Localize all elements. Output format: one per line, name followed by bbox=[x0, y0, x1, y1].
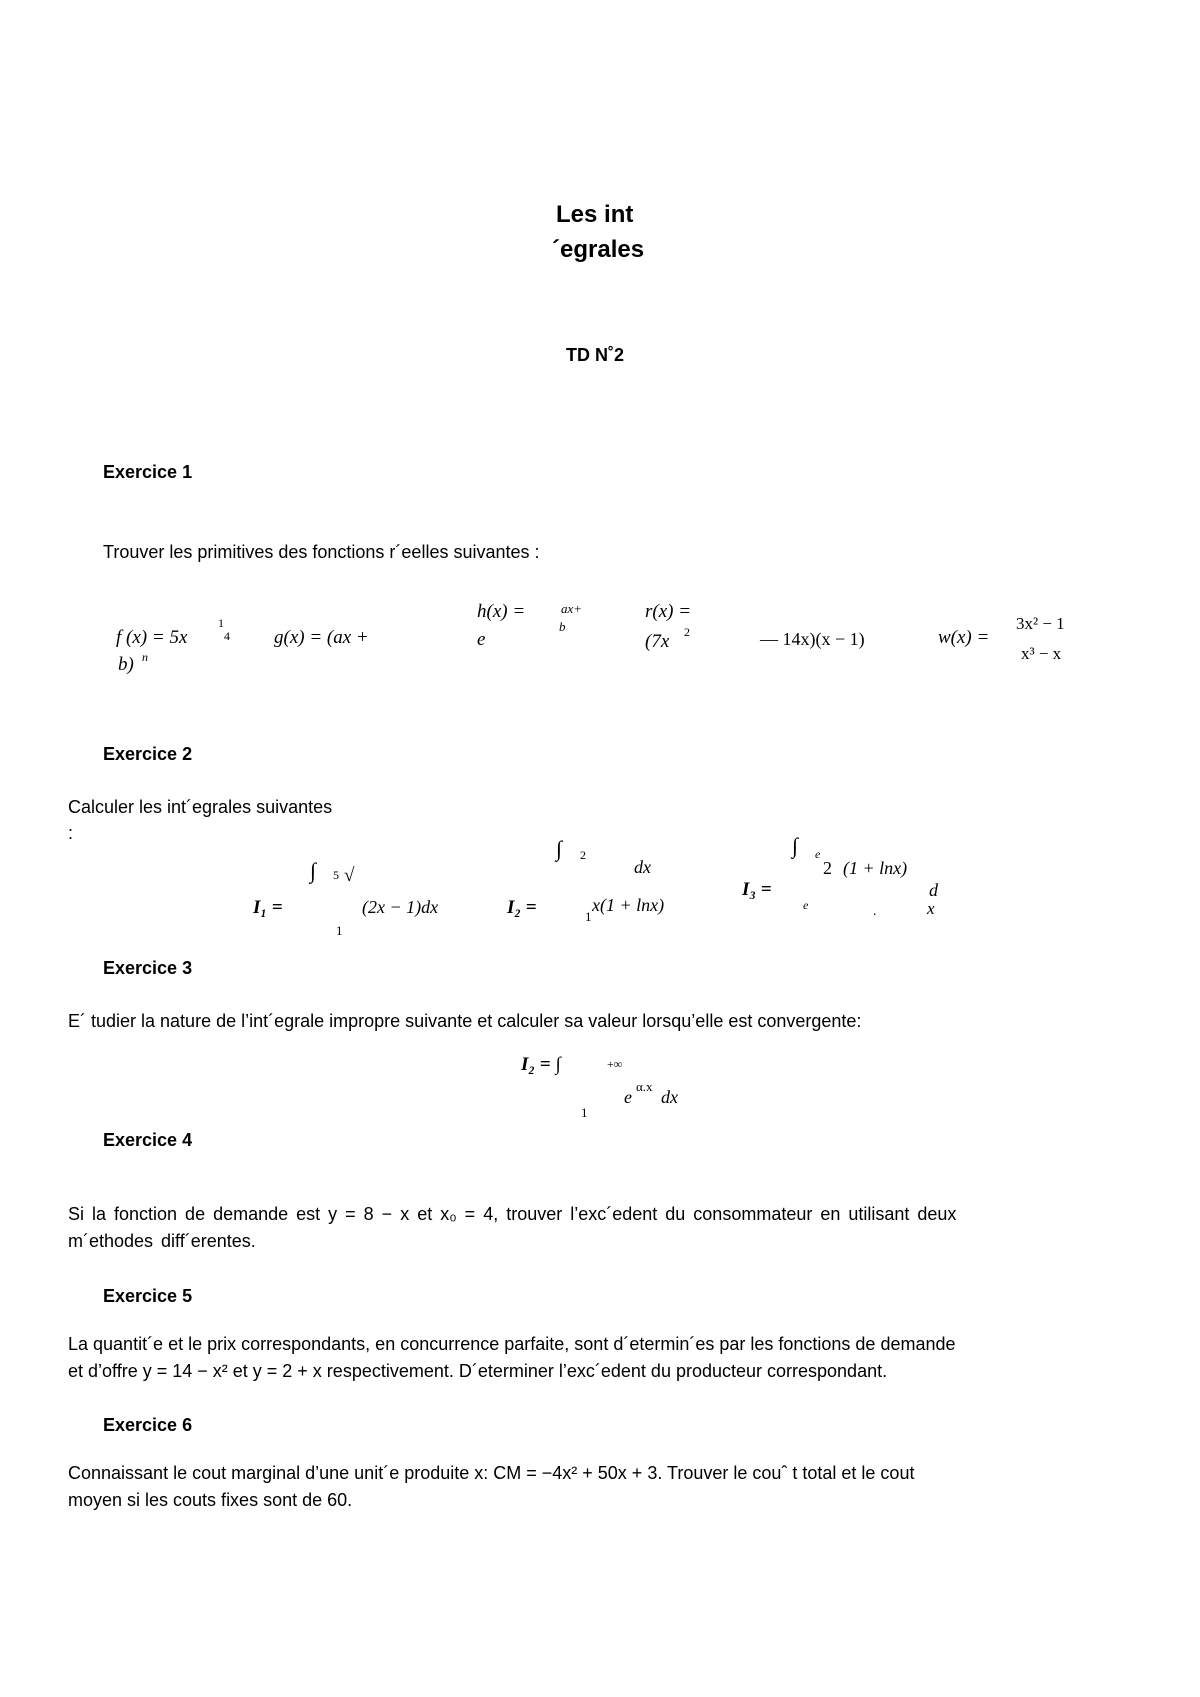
ex6-text-line1: Connaissant le cout marginal d’une unit´e produite x: CM = −4x² + 50x + 3. Trouver le couˆ t total et le cout bbox=[68, 1463, 915, 1483]
ex2-i2-lhs: I₂ = bbox=[507, 897, 537, 918]
ex2-i1-integrand: (2x − 1)dx bbox=[362, 897, 439, 917]
ex1-g-line2: b) bbox=[118, 654, 134, 675]
ex1-h-lhs: h(x) = bbox=[477, 601, 526, 622]
ex5-text bbox=[68, 1331, 1142, 1385]
ex6-heading: Exercice 6 bbox=[103, 1415, 193, 1435]
ex5-text-line1: La quantit´e et le prix correspondants, en concurrence parfaite, sont d´etermin´es par les fonctions de demande bbox=[68, 1334, 956, 1354]
ex1-heading: Exercice 1 bbox=[103, 462, 193, 482]
ex2-i3-num: (1 + lnx) bbox=[843, 858, 908, 878]
ex1-r-lhs: r(x) = bbox=[645, 601, 692, 622]
ex1-h-exp2: b bbox=[559, 619, 566, 634]
ex2-i3-integral-sign: ∫ bbox=[792, 833, 799, 858]
ex6-text-line2: moyen si les couts fixes sont de 60. bbox=[68, 1490, 353, 1510]
ex2-i2-upper: 2 bbox=[580, 848, 586, 862]
ex2-i3-dot: . bbox=[873, 904, 877, 919]
ex1-h-exp1: ax+ bbox=[561, 601, 583, 616]
ex3-lower: 1 bbox=[581, 1105, 588, 1120]
ex2-i3-lower: e bbox=[803, 898, 809, 912]
ex1-h-base: e bbox=[477, 629, 486, 650]
ex3-integrand-base: e bbox=[624, 1087, 632, 1107]
ex1-g-line1: g(x) = (ax + bbox=[274, 627, 369, 648]
ex3-heading: Exercice 3 bbox=[103, 958, 193, 978]
ex2-i1-root: √ bbox=[344, 865, 355, 886]
page-title-line2: ´egrales bbox=[552, 236, 645, 263]
ex2-i1-integral-sign: ∫ bbox=[310, 858, 317, 883]
ex2-i2-integral-sign: ∫ bbox=[556, 836, 563, 861]
ex3-upper: +∞ bbox=[607, 1057, 623, 1071]
ex1-w-den: x³ − x bbox=[1021, 644, 1062, 663]
ex4-heading: Exercice 4 bbox=[103, 1130, 193, 1150]
ex3-integrand-exp: α.x bbox=[636, 1079, 653, 1094]
ex3-instruction: E´ tudier la nature de l’int´egrale impropre suivante et calculer sa valeur lorsqu’elle est convergente: bbox=[68, 1011, 862, 1031]
ex1-r-rest: — 14x)(x − 1) bbox=[760, 629, 865, 649]
ex2-heading: Exercice 2 bbox=[103, 744, 193, 764]
ex4-text-line2: m´ethodes diff´erentes. bbox=[68, 1231, 256, 1251]
ex4-text bbox=[68, 1201, 1142, 1255]
ex2-i2-num: dx bbox=[634, 857, 651, 877]
page-title-line1: Les int bbox=[556, 201, 634, 228]
ex2-i1-lower: 1 bbox=[336, 923, 343, 938]
ex1-w-num: 3x² − 1 bbox=[1016, 614, 1065, 633]
ex3-integrand-dx: dx bbox=[661, 1087, 678, 1107]
ex2-instruction-line2: : bbox=[68, 823, 74, 843]
ex2-i2-lower: 1 bbox=[585, 909, 592, 924]
ex2-i3-lhs: I₃ = bbox=[742, 879, 772, 900]
ex1-r-sq: 2 bbox=[684, 625, 690, 639]
ex1-g-exp: n bbox=[142, 650, 148, 664]
ex3-lhs: I₂ = ∫ bbox=[521, 1054, 561, 1075]
ex1-f-exp-den: 4 bbox=[224, 629, 230, 643]
ex5-text-line2: et d’offre y = 14 − x² et y = 2 + x respectivement. D´eterminer l’exc´edent du producteur correspondant. bbox=[68, 1361, 888, 1381]
ex1-r-line2: (7x bbox=[645, 631, 670, 652]
ex2-i3-upper: e bbox=[815, 847, 821, 861]
ex2-i3-upper-exp: 2 bbox=[823, 858, 832, 878]
ex2-i1-lhs: I₁ = bbox=[253, 897, 283, 918]
ex6-text bbox=[68, 1460, 1142, 1514]
page-subtitle: TD N˚2 bbox=[566, 345, 624, 365]
ex2-i1-upper: 5 bbox=[333, 868, 339, 882]
ex1-f-lhs: f (x) = 5x bbox=[116, 627, 188, 648]
ex2-i3-d: d bbox=[929, 880, 938, 900]
ex2-instruction-line1: Calculer les int´egrales suivantes bbox=[68, 797, 333, 817]
ex4-text-line1: Si la fonction de demande est y = 8 − x et x₀ = 4, trouver l’exc´edent du consommateur en utilisant deux bbox=[68, 1204, 957, 1224]
ex2-i3-x: x bbox=[927, 899, 935, 918]
ex1-f-exp-num: 1 bbox=[218, 616, 224, 630]
ex2-i2-den: x(1 + lnx) bbox=[592, 895, 665, 915]
ex5-heading: Exercice 5 bbox=[103, 1286, 193, 1306]
ex1-instruction: Trouver les primitives des fonctions r´eelles suivantes : bbox=[103, 542, 540, 562]
ex1-w-lhs: w(x) = bbox=[938, 627, 990, 648]
